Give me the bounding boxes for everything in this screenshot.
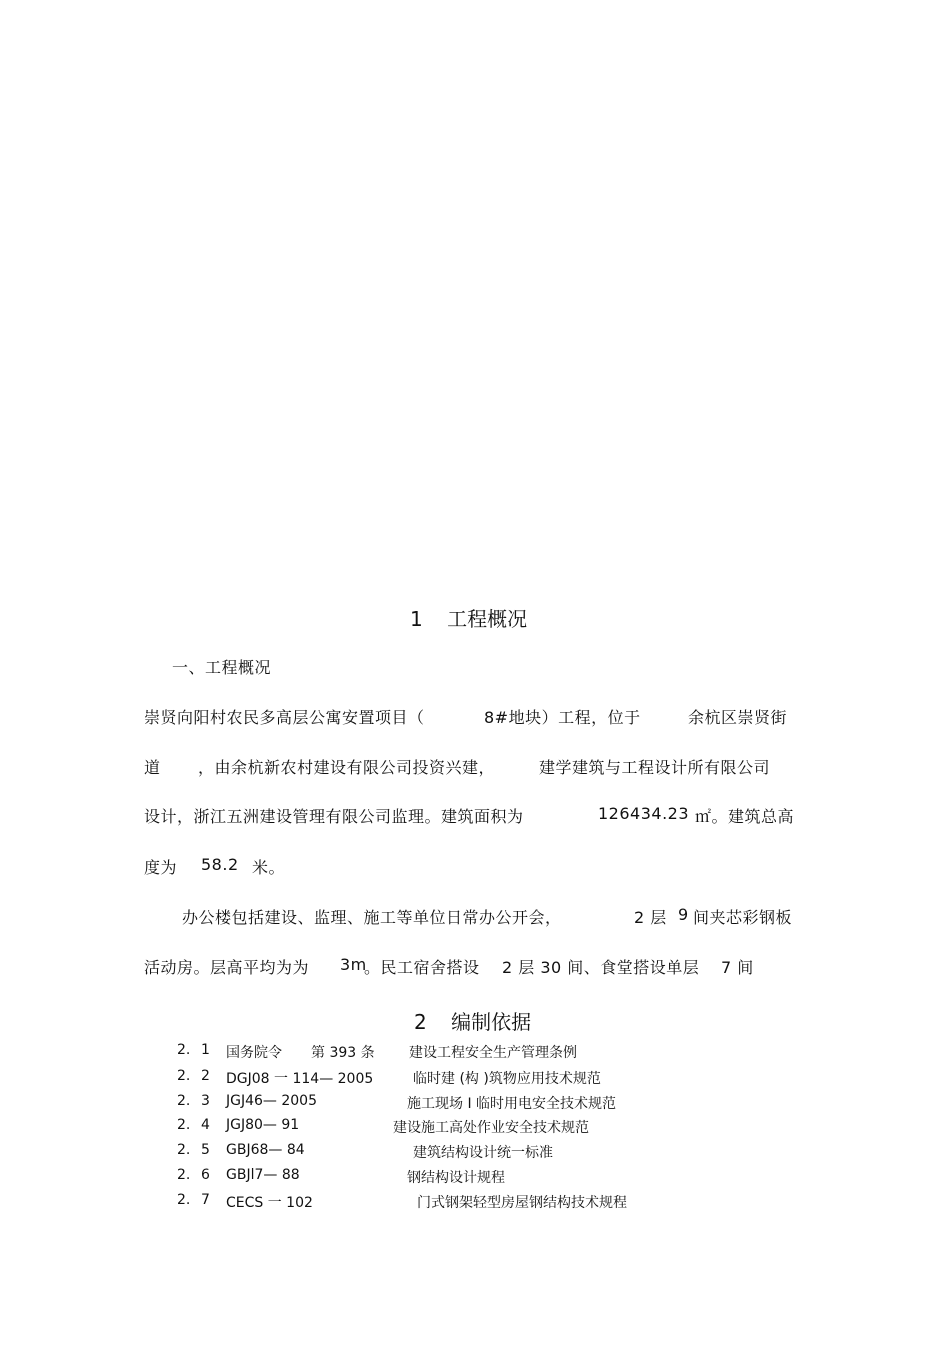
ref-code: JGJ80— 91	[226, 1117, 300, 1133]
ref-code: CECS 一 102	[226, 1195, 313, 1211]
ref-num: 2.	[177, 1167, 191, 1183]
ref-code: DGJ08 一 114— 2005	[226, 1071, 374, 1087]
ref-code: 国务院令	[226, 1045, 282, 1061]
ref-title: 建筑结构设计统一标准	[413, 1145, 553, 1161]
p1-line2-c: 建学建筑与工程设计所有限公司	[539, 758, 771, 777]
ref-idx: 3	[201, 1093, 210, 1109]
ref-code: GBJ68— 84	[226, 1142, 305, 1158]
ref-title: 门式钢架轻型房屋钢结构技术规程	[417, 1195, 627, 1211]
p2-line2-b: 3m	[340, 955, 367, 974]
p1-line3-b: 126434.23	[598, 804, 690, 823]
ref-extra: 第 393 条	[311, 1045, 375, 1061]
reference-item	[0, 1167, 950, 1187]
reference-item	[0, 1068, 950, 1088]
reference-item	[0, 1117, 950, 1137]
ref-idx: 7	[201, 1192, 210, 1208]
ref-num: 2.	[177, 1042, 191, 1058]
reference-item	[0, 1142, 950, 1162]
p1-line2-b: ，由余杭新农村建设有限公司投资兴建，	[198, 758, 496, 777]
ref-code: JGJ46— 2005	[226, 1093, 317, 1109]
p2-line2-d: 2 层 30 间、食堂搭设单层	[502, 958, 700, 977]
ref-idx: 4	[201, 1117, 210, 1133]
p1-line4-a: 度为	[144, 858, 178, 877]
ref-num: 2.	[177, 1142, 191, 1158]
p1-line1-a: 崇贤向阳村农民多高层公寓安置项目（	[144, 708, 425, 727]
reference-item	[0, 1042, 950, 1062]
p1-line4-b: 58.2	[201, 855, 239, 874]
ref-idx: 2	[201, 1068, 210, 1084]
section-2-title: 编制依据	[451, 1010, 532, 1034]
p2-line1-d: 间夹芯彩钢板	[693, 908, 793, 927]
section-1-heading	[410, 603, 527, 632]
p2-line1-b: 2 层	[634, 908, 667, 927]
p2-line1-a: 办公楼包括建设、监理、施工等单位日常办公开会，	[182, 908, 562, 927]
ref-idx: 1	[201, 1042, 210, 1058]
ref-title: 钢结构设计规程	[407, 1170, 505, 1186]
p1-line3-a: 设计，浙江五洲建设管理有限公司监理。建筑面积为	[144, 807, 524, 826]
ref-code: GBJl7— 88	[226, 1167, 300, 1183]
p1-line2-a: 道	[144, 758, 161, 777]
reference-item	[0, 1192, 950, 1212]
ref-num: 2.	[177, 1192, 191, 1208]
p1-line4-c: 米。	[252, 858, 286, 877]
p2-line2-a: 活动房。层高平均为为	[144, 958, 310, 977]
ref-title: 施工现场 I 临时用电安全技术规范	[407, 1096, 617, 1112]
ref-num: 2.	[177, 1068, 191, 1084]
p2-line1-c: 9	[678, 905, 689, 924]
ref-num: 2.	[177, 1093, 191, 1109]
section-1-title: 工程概况	[447, 607, 528, 631]
p1-line3-c: ㎡。建筑总高	[695, 807, 795, 826]
p2-line2-e: 7 间	[721, 958, 754, 977]
ref-num: 2.	[177, 1117, 191, 1133]
ref-title: 建设工程安全生产管理条例	[409, 1045, 577, 1061]
section-2-heading	[414, 1006, 531, 1035]
ref-title: 建设施工高处作业安全技术规范	[393, 1120, 589, 1136]
p2-line2-c: 。民工宿舍搭设	[364, 958, 480, 977]
ref-title: 临时建 (构 )筑物应用技术规范	[413, 1071, 601, 1087]
ref-idx: 5	[201, 1142, 210, 1158]
p1-line1-c: 余杭区崇贤街	[688, 708, 788, 727]
reference-item	[0, 1093, 950, 1113]
subsection-heading: 一、工程概况	[172, 658, 272, 677]
section-2-number: 2	[414, 1010, 427, 1034]
p1-line1-b: 8#地块）工程，位于	[484, 708, 641, 727]
section-1-number: 1	[410, 607, 423, 631]
ref-idx: 6	[201, 1167, 210, 1183]
